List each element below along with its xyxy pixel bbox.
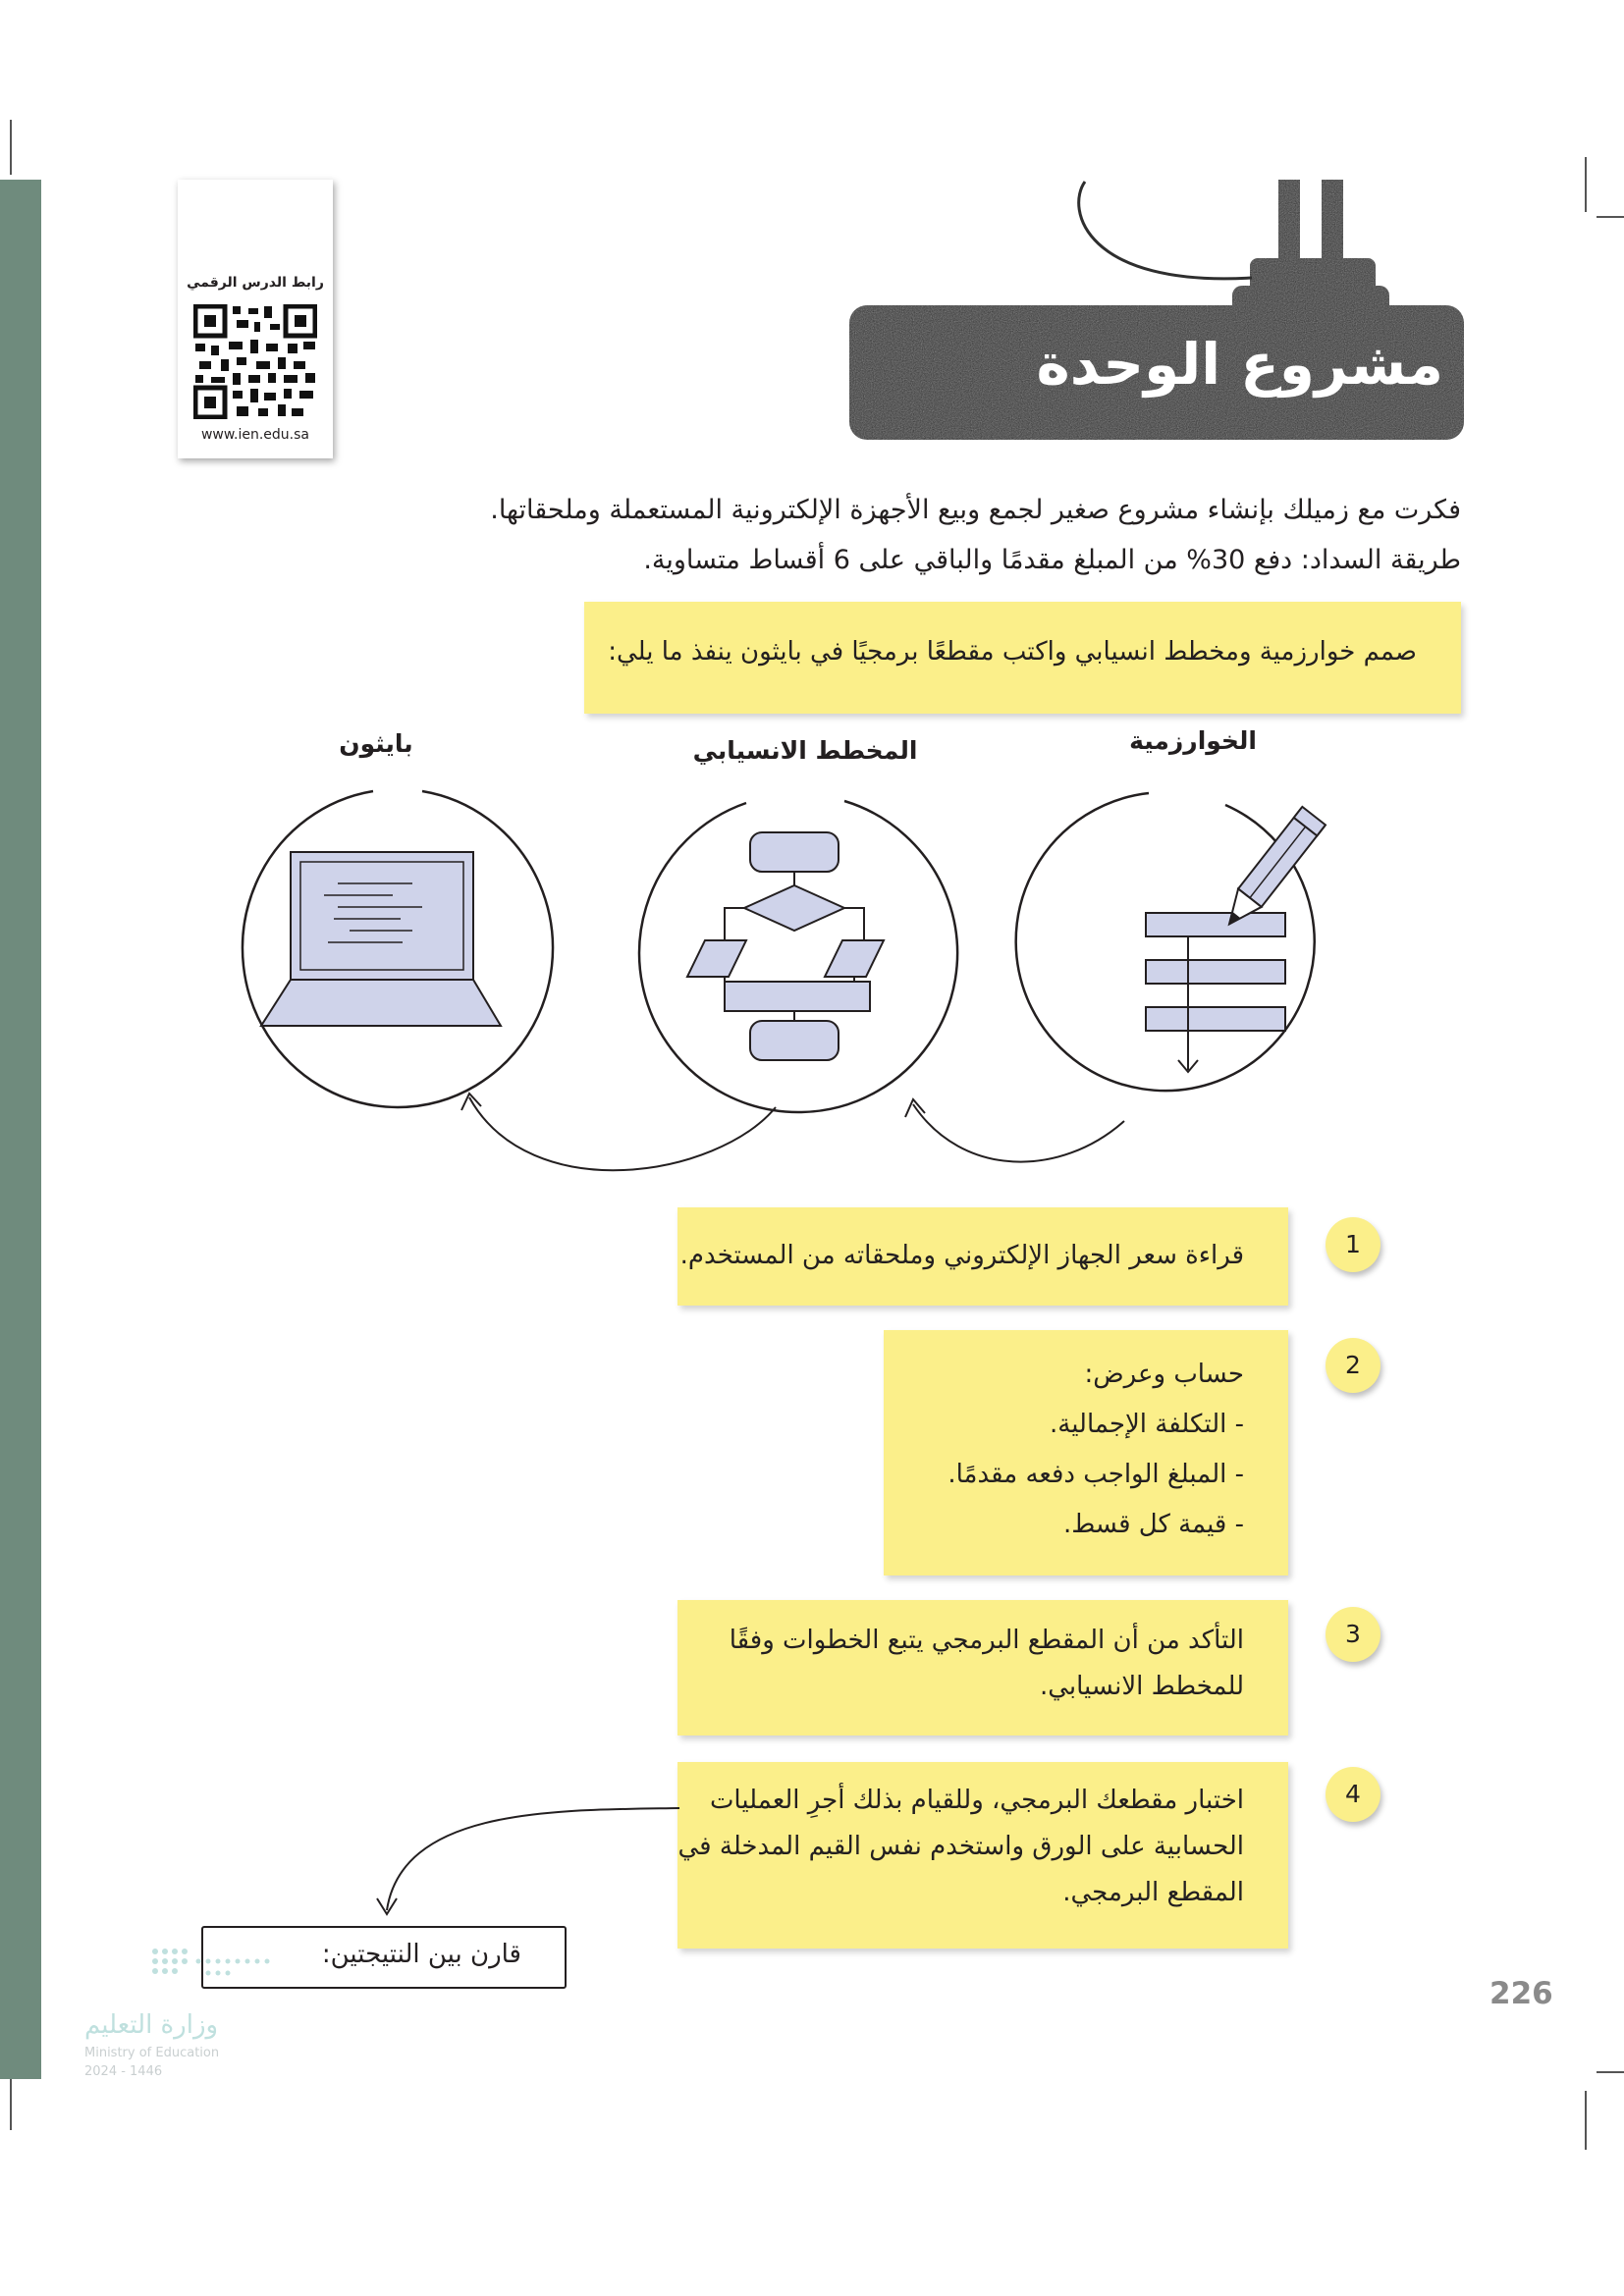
step-2-line-4: - قيمة كل قسط. (1062, 1510, 1244, 1539)
step-number-2: 2 (1326, 1338, 1380, 1393)
python-label: بايثون (339, 729, 413, 758)
intro-line-2: طريقة السداد: دفع 30% من المبلغ مقدمًا والباقي على 6 أقساط متساوية. (643, 545, 1461, 575)
pencil-icon (1146, 807, 1326, 1072)
flowchart-icon (687, 832, 884, 1060)
qr-label: رابط الدرس الرقمي (187, 275, 324, 291)
ministry-name-english: Ministry of Education (84, 2046, 220, 2060)
flowchart-label: المخطط الانسيابي (692, 736, 918, 765)
step-1-line-1: قراءة سعر الجهاز الإلكتروني وملحقاته من المستخدم. (679, 1241, 1244, 1270)
unit-project-title: مشروع الوحدة (1036, 331, 1443, 398)
algorithm-circle (1016, 793, 1315, 1091)
step-number-4: 4 (1326, 1767, 1380, 1822)
step-note-1 (677, 1207, 1288, 1306)
step-2-line-2: - التكلفة الإجمالية. (1049, 1410, 1244, 1439)
step-note-4 (677, 1762, 1288, 1949)
laptop-icon (261, 852, 501, 1026)
step-3-line-1: التأكد من أن المقطع البرمجي يتبع الخطوات وفقًا (729, 1626, 1244, 1655)
qr-url[interactable]: www.ien.edu.sa (200, 427, 310, 443)
step-number-3: 3 (1326, 1607, 1380, 1662)
task-note-text: صمم خوارزمية ومخطط انسيابي واكتب مقطعًا برمجيًا في بايثون ينفذ ما يلي: (608, 637, 1417, 667)
step-4-line-1: اختبار مقطعك البرمجي، وللقيام بذلك أجرِ العمليات (709, 1786, 1244, 1815)
intro-line-1: فكرت مع زميلك بإنشاء مشروع صغير لجمع وبيع الأجهزة الإلكترونية المستعملة وملحقاتها. (490, 495, 1461, 525)
page-number: 226 (1489, 1976, 1553, 2011)
step-4-line-3: المقطع البرمجي. (1062, 1878, 1244, 1907)
step-note-3 (677, 1600, 1288, 1735)
crop-mark (1597, 2071, 1624, 2073)
crop-mark (1585, 2091, 1587, 2150)
step-2-line-3: - المبلغ الواجب دفعه مقدمًا. (947, 1460, 1244, 1489)
arrow-curve (913, 1104, 1124, 1162)
algorithm-label: الخوارزمية (1129, 726, 1257, 755)
ministry-year: 2024 - 1446 (84, 2064, 163, 2079)
arrow-curve (469, 1097, 776, 1170)
compare-arrow (363, 1796, 697, 1924)
step-2-line-1: حساب وعرض: (1084, 1360, 1244, 1389)
compare-text: قارن بين النتيجتين: (321, 1940, 521, 1969)
crop-mark (10, 2071, 12, 2130)
step-4-line-2: الحسابية على الورق واستخدم نفس القيم المدخلة في (677, 1832, 1244, 1861)
ministry-name-arabic: وزارة التعليم (84, 2010, 219, 2040)
ministry-logo-icon (147, 1944, 295, 1983)
step-number-1: 1 (1326, 1217, 1380, 1272)
step-note-2 (884, 1330, 1288, 1575)
step-3-line-2: للمخطط الانسيابي. (1039, 1672, 1244, 1701)
